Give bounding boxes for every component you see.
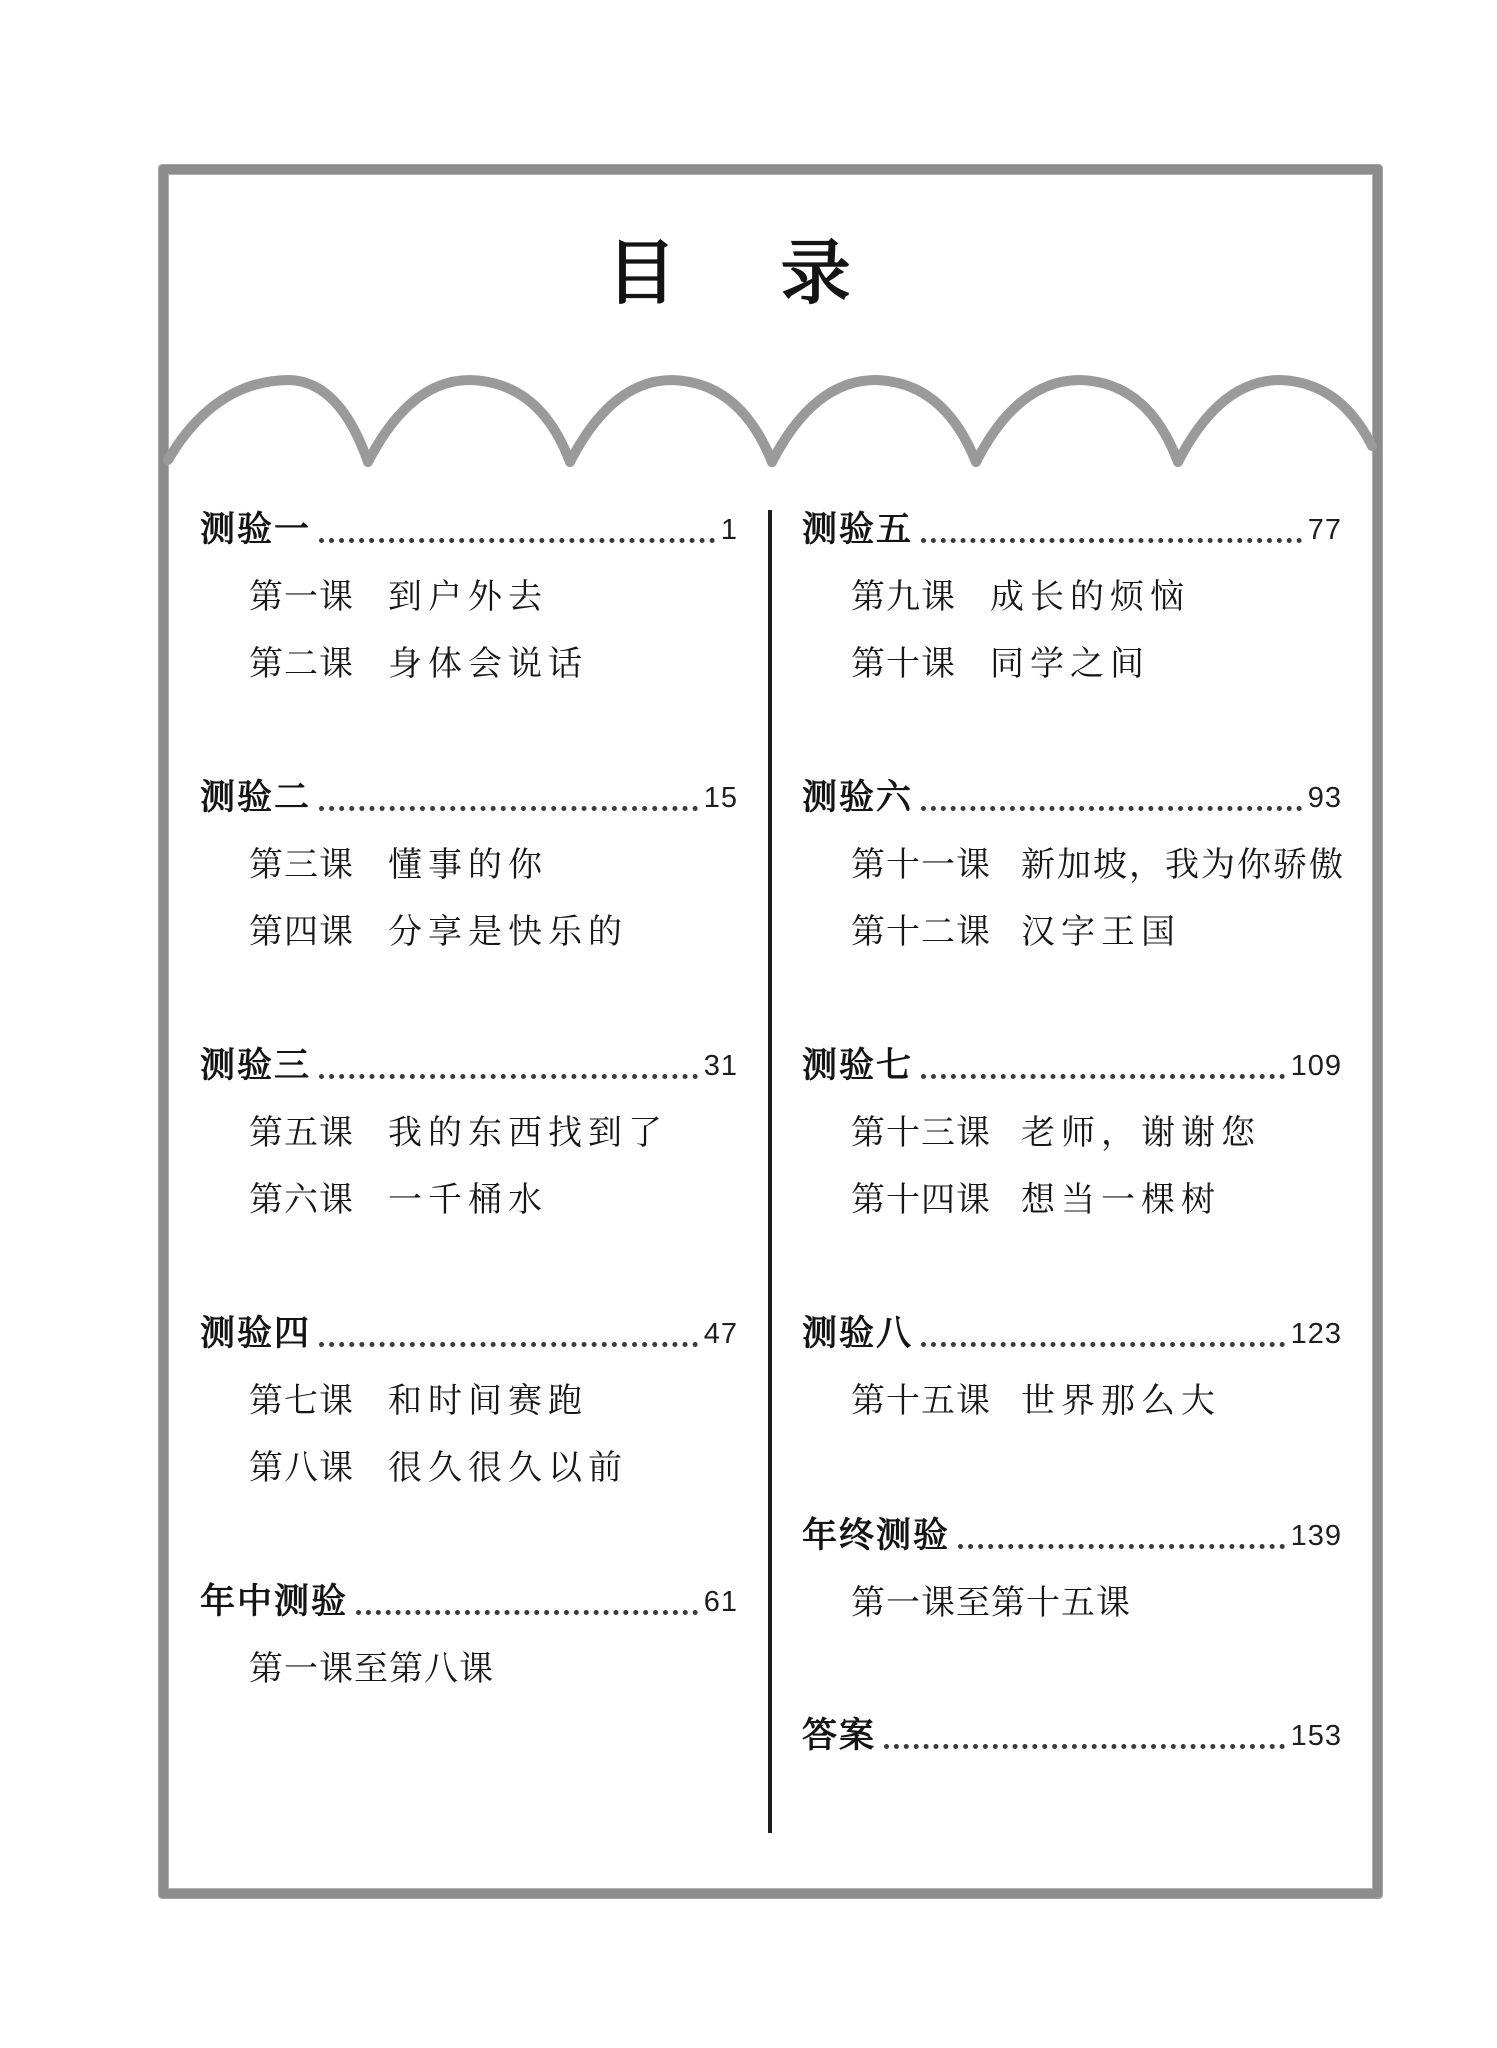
lesson-number: 第十二课 [851,912,991,952]
toc-heading[interactable] [200,1312,738,1356]
toc-heading[interactable] [802,1312,1342,1356]
lesson-title: 老师，谢谢您 [1021,1113,1261,1153]
lesson-number: 第一课至第十五课 [851,1583,1131,1623]
page-number: 109 [1290,1050,1342,1082]
dot-leader [356,1610,698,1615]
dot-leader [921,538,1302,543]
lesson-number: 第一课 [249,577,354,617]
lesson-title: 到户外去 [388,577,548,617]
section-title: 测验一 [200,510,312,550]
dot-leader [884,1744,1285,1749]
lesson-number: 第六课 [249,1180,354,1220]
dot-leader [958,1544,1285,1549]
lesson-title: 想当一棵树 [1021,1180,1221,1220]
toc-heading[interactable] [802,508,1342,552]
lesson-number: 第二课 [249,644,354,684]
toc-lesson[interactable] [851,575,1190,619]
lesson-number: 第一课至第八课 [249,1649,494,1689]
toc-heading[interactable] [200,776,738,820]
page-number: 153 [1290,1720,1342,1752]
toc-heading[interactable] [802,776,1342,820]
lesson-title: 同学之间 [990,644,1150,684]
column-divider [768,510,772,1833]
lesson-title: 很久很久以前 [388,1448,628,1488]
toc-heading[interactable] [200,508,738,552]
page-number: 31 [703,1050,738,1082]
page-number: 1 [720,514,738,546]
toc-lesson[interactable] [249,1178,548,1222]
toc-lesson[interactable] [851,910,1181,954]
toc-heading[interactable] [200,1580,738,1624]
lesson-title: 一千桶水 [388,1180,548,1220]
lesson-number: 第十三课 [851,1113,991,1153]
section-title: 测验五 [802,510,914,550]
toc-lesson[interactable] [851,1178,1221,1222]
lesson-number: 第十一课 [851,845,991,885]
lesson-number: 第八课 [249,1448,354,1488]
section-title: 测验八 [802,1314,914,1354]
toc-heading[interactable] [802,1044,1342,1088]
lesson-title: 汉字王国 [1021,912,1181,952]
dot-leader [921,806,1302,811]
dot-leader [921,1074,1285,1079]
toc-heading[interactable] [200,1044,738,1088]
toc-lesson[interactable] [851,1581,1131,1625]
section-title: 测验四 [200,1314,312,1354]
lesson-number: 第三课 [249,845,354,885]
lesson-title: 身体会说话 [388,644,588,684]
lesson-title: 新加坡，我为你骄傲 [1021,845,1345,885]
lesson-number: 第十五课 [851,1381,991,1421]
toc-heading[interactable] [802,1514,1342,1558]
toc-lesson[interactable] [249,1111,668,1155]
lesson-number: 第五课 [249,1113,354,1153]
dot-leader [921,1342,1285,1347]
lesson-title: 懂事的你 [388,845,548,885]
page-title: 目 录 [606,232,891,314]
section-title: 测验三 [200,1046,312,1086]
lesson-number: 第十四课 [851,1180,991,1220]
toc-lesson[interactable] [249,843,548,887]
dot-leader [319,538,715,543]
lesson-number: 第四课 [249,912,354,952]
page-number: 15 [703,782,738,814]
lesson-number: 第九课 [851,577,956,617]
dot-leader [319,806,698,811]
toc-lesson[interactable] [851,642,1150,686]
toc-lesson[interactable] [249,642,588,686]
toc-lesson[interactable] [851,1111,1261,1155]
lesson-number: 第十课 [851,644,956,684]
lesson-title: 分享是快乐的 [388,912,628,952]
page-number: 139 [1290,1520,1342,1552]
lesson-title: 成长的烦恼 [990,577,1190,617]
page-number: 61 [703,1586,738,1618]
toc-heading[interactable] [802,1714,1342,1758]
section-title: 测验二 [200,778,312,818]
page-number: 77 [1307,514,1342,546]
toc-lesson[interactable] [851,1379,1221,1423]
toc-lesson[interactable] [249,1379,588,1423]
page-number: 123 [1290,1318,1342,1350]
section-title: 测验六 [802,778,914,818]
page-number: 47 [703,1318,738,1350]
section-title: 年中测验 [200,1582,349,1622]
dot-leader [319,1074,698,1079]
lesson-title: 我的东西找到了 [388,1113,668,1153]
section-title: 测验七 [802,1046,914,1086]
dot-leader [319,1342,698,1347]
lesson-title: 和时间赛跑 [388,1381,588,1421]
toc-lesson[interactable] [851,843,1345,887]
toc-lesson[interactable] [249,575,548,619]
section-title: 答案 [802,1716,877,1756]
toc-lesson[interactable] [249,1647,494,1691]
page-number: 93 [1307,782,1342,814]
section-title: 年终测验 [802,1516,951,1556]
lesson-title: 世界那么大 [1021,1381,1221,1421]
toc-lesson[interactable] [249,910,628,954]
toc-lesson[interactable] [249,1446,628,1490]
lesson-number: 第七课 [249,1381,354,1421]
